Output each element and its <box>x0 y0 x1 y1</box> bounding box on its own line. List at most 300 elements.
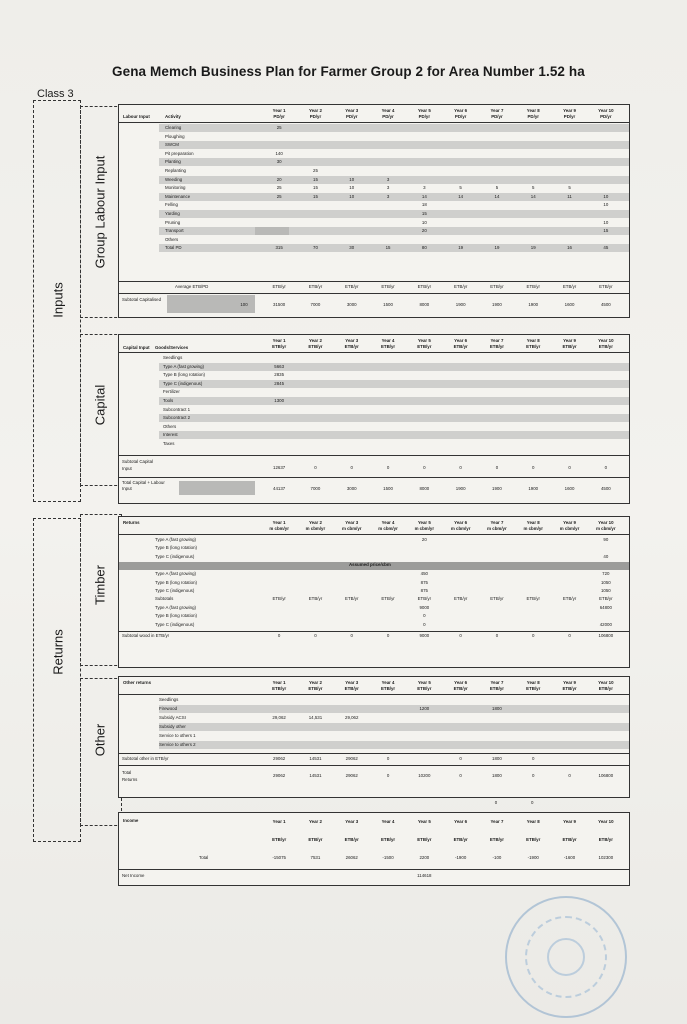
capital-year-6: Year 6 <box>454 338 468 343</box>
income-year: Year 2 <box>308 819 322 824</box>
capital-year-3: Year 3 <box>345 338 359 343</box>
other-row-value: 29,062 <box>345 715 359 720</box>
timber-price-row-label: Type A (fast growing) <box>155 571 196 577</box>
timber-section-label: Timber <box>92 565 108 605</box>
income-unit: ETB/yr <box>417 837 432 842</box>
other-unit-2: ETB/yr <box>308 686 323 691</box>
timber-vol-value: 20 <box>421 537 427 542</box>
labour-row-band <box>159 227 629 235</box>
income-unit: ETB/yr <box>562 837 577 842</box>
income-table <box>118 812 630 886</box>
timber-subtotal-value: 0 <box>459 633 462 638</box>
labour-row-value: 15 <box>421 211 427 216</box>
other-row-value: 1200 <box>419 706 430 711</box>
income-net-label: Net Income <box>122 873 145 878</box>
capital-head-goods: Goods/Services <box>155 345 189 350</box>
other-total-value: 0 <box>386 773 390 778</box>
labour-activity-label: Monitoring <box>165 185 186 191</box>
labour-row-value: 18 <box>421 202 427 208</box>
timber-subtotal-value: 106800 <box>598 633 614 638</box>
timber-vol-value: 40 <box>603 553 609 559</box>
other-unit-7: ETB/yr <box>489 686 505 691</box>
timber-year-9: Year 9 <box>563 520 577 525</box>
income-unit: ETB/yr <box>380 837 396 842</box>
capital-item-label: Subcontract 1 <box>163 406 191 412</box>
income-total-value: 2200 <box>419 855 430 860</box>
timber-etb-unit: ETB/yr <box>453 596 468 602</box>
labour-average-label: Average ETB/PD <box>175 284 209 289</box>
labour-subtotal-value: 1500 <box>383 302 393 307</box>
labour-subtotal-value: 3000 <box>346 302 357 307</box>
other-subtotal-value: 0 <box>532 756 535 761</box>
capital-head-input: Capital Input <box>123 345 150 350</box>
timber-subtotal-value: 0 <box>277 633 281 638</box>
other-item-label: Service to others 1 <box>159 733 196 738</box>
timber-price-row-label: Type C (indigenous) <box>155 588 195 593</box>
capital-item-value: 1300 <box>274 398 285 403</box>
labour-subtotal-value: 1900 <box>492 302 502 307</box>
inputs-section-label: Inputs <box>50 282 66 318</box>
timber-subtotal-value: 0 <box>386 633 390 638</box>
capital-subtotal-value: 0 <box>532 465 535 470</box>
labour-activity-label: Total PD <box>165 245 182 251</box>
other-subtotal-value: 29062 <box>345 756 358 761</box>
other-total-label: Total Returns <box>122 770 138 782</box>
capital-subtotal-value: 0 <box>350 465 353 470</box>
other-total-value: 14531 <box>309 773 322 778</box>
other-row-value: 14,531 <box>308 715 323 720</box>
labour-row-value: 140 <box>275 150 283 156</box>
other-item-label: Subsidy other <box>159 724 186 729</box>
labour-row-band <box>159 158 629 166</box>
capital-total-value: 1500 <box>383 486 393 491</box>
labour-row-value: 15 <box>313 176 318 182</box>
other-item-label: Service to others 2 <box>159 742 196 747</box>
other-year-8: Year 8 <box>526 680 540 685</box>
labour-unit-6: PD/yr <box>454 114 467 119</box>
income-unit: ETB/yr <box>598 837 613 842</box>
labour-unit-5: PD/yr <box>418 114 431 119</box>
timber-subtotal-value: 0 <box>350 633 353 638</box>
other-item-label: Firewood <box>159 706 178 711</box>
other-year-2: Year 2 <box>308 680 322 685</box>
income-year: Year 4 <box>381 819 395 824</box>
other-year-5: Year 5 <box>417 680 431 685</box>
capital-item-label: Others <box>163 423 177 429</box>
labour-row-value: 30 <box>276 159 282 165</box>
income-year: Year 7 <box>490 819 504 824</box>
labour-unit-2: PD/yr <box>309 114 322 119</box>
timber-val-label: Type A (fast growing) <box>155 604 196 610</box>
capital-total-label: Total Capital + Labour Input <box>122 480 165 491</box>
labour-activity-label: Pruning <box>165 219 181 225</box>
other-row-value: 1800 <box>492 706 502 711</box>
income-unit: ETB/yr <box>489 837 505 842</box>
timber-table <box>118 516 630 668</box>
labour-subtotal-value: 1600 <box>564 302 575 307</box>
other-row-value: 29,062 <box>272 715 286 720</box>
timber-etb-unit: ETB/yr <box>417 596 432 602</box>
timber-price-value: 720 <box>602 571 610 577</box>
labour-year-6: Year 6 <box>454 108 468 113</box>
timber-val-value: 9000 <box>419 604 430 610</box>
returns-outline <box>33 518 81 842</box>
capital-subtotal-value: 0 <box>495 465 499 470</box>
labour-row-value: 5 <box>568 185 571 191</box>
labour-row-value: 3 <box>386 176 390 182</box>
labour-etb-unit: ETB/yr <box>453 284 468 289</box>
labour-subtotal-value: 7000 <box>310 302 321 307</box>
income-total-value: -1500 <box>382 855 394 860</box>
timber-price-value: 875 <box>420 579 428 585</box>
capital-row-band <box>159 414 629 422</box>
timber-etb-unit: ETB/yr <box>345 596 359 602</box>
labour-activity-label: Weeding <box>165 176 183 182</box>
other-total-value: 106800 <box>598 773 614 778</box>
timber-year-2: Year 2 <box>308 520 322 525</box>
capital-subtotal-value: 0 <box>459 465 462 470</box>
capital-year-9: Year 9 <box>563 338 577 343</box>
labour-row-value: 10 <box>603 193 609 199</box>
labour-row-value: 3 <box>386 193 390 199</box>
labour-activity-label: Replanting <box>165 168 186 173</box>
labour-row-value: 15 <box>603 228 609 234</box>
other-header-rule <box>119 694 629 695</box>
labour-row-value: 11 <box>567 193 572 199</box>
timber-etb-unit: ETB/yr <box>308 596 323 602</box>
income-year: Year 1 <box>272 819 286 824</box>
timber-price-label: Assumed price/cbm <box>349 562 391 568</box>
labour-activity-label: Others <box>165 236 179 242</box>
labour-row-value: 15 <box>313 185 318 191</box>
labour-activity-label: SWCM <box>165 142 179 148</box>
timber-etb-unit: ETB/yr <box>599 596 613 602</box>
other-year-1: Year 1 <box>272 680 286 685</box>
timber-subtotal-value: 0 <box>495 633 499 638</box>
other-total-rule <box>119 765 629 766</box>
capital-item-value: 2845 <box>274 380 285 386</box>
timber-unit-4: m cbm/yr <box>378 526 398 531</box>
timber-price-value: 450 <box>420 571 428 577</box>
timber-unit-5: m cbm/yr <box>414 526 435 531</box>
other-head: Other returns <box>123 680 152 685</box>
other-unit-8: ETB/yr <box>526 686 541 691</box>
timber-val-label: Type B (long rotation) <box>155 613 197 619</box>
labour-row-value: 20 <box>421 228 427 234</box>
income-head: Income <box>123 818 139 823</box>
income-year: Year 3 <box>345 819 359 824</box>
labour-subtotal-value: 8000 <box>419 302 430 307</box>
timber-subtotal-value: 0 <box>314 633 317 638</box>
labour-etb-unit: ETB/yr <box>490 284 504 289</box>
labour-unit-8: PD/yr <box>527 114 539 119</box>
income-total-value: -100 <box>492 855 502 860</box>
capital-total-value: 1600 <box>564 486 575 491</box>
labour-row-value: 45 <box>603 245 609 251</box>
labour-subtotal-value: 4500 <box>600 302 611 307</box>
timber-head: Returns <box>123 520 140 525</box>
timber-val-value: 42000 <box>599 621 612 627</box>
timber-vol-value: 90 <box>603 537 609 542</box>
other-subtotal-value: 0 <box>386 756 390 761</box>
timber-unit-3: m cbm/yr <box>341 526 362 531</box>
income-year: Year 6 <box>454 819 468 824</box>
capital-subtotal-value: 0 <box>386 465 390 470</box>
other-year-7: Year 7 <box>490 680 504 685</box>
other-year-9: Year 9 <box>563 680 577 685</box>
labour-row-value: 15 <box>385 245 391 251</box>
timber-unit-1: m cbm/yr <box>269 526 289 531</box>
class-label: Class 3 <box>37 88 74 100</box>
timber-year-8: Year 8 <box>526 520 540 525</box>
capital-row-band <box>159 431 629 439</box>
labour-transport-highlight <box>255 227 289 235</box>
timber-unit-6: m cbm/yr <box>450 526 471 531</box>
capital-item-value: 2835 <box>274 372 285 378</box>
labour-subtotal-value: 1900 <box>455 302 466 307</box>
labour-row-value: 25 <box>276 125 282 130</box>
labour-row-value: 25 <box>276 193 282 199</box>
timber-year-5: Year 5 <box>417 520 431 525</box>
timber-etb-unit: ETB/yr <box>562 596 577 602</box>
income-total-value: 7531 <box>310 855 321 860</box>
capital-unit-2: ETB/yr <box>308 344 323 349</box>
labour-row-value: 5 <box>495 185 499 191</box>
other-unit-4: ETB/yr <box>380 686 396 691</box>
labour-activity-label: Clearing <box>165 125 182 130</box>
labour-subtotal-label: Subtotal Capitalised <box>122 297 162 302</box>
labour-year-10: Year 10 <box>598 108 614 113</box>
income-year: Year 9 <box>563 819 577 824</box>
timber-val-label: Type C (indigenous) <box>155 621 195 627</box>
labour-row-value: 14 <box>421 193 427 199</box>
capital-item-label: Type B (long rotation) <box>163 372 205 378</box>
labour-year-9: Year 9 <box>563 108 577 113</box>
other-year-10: Year 10 <box>598 680 614 685</box>
timber-etb-unit: ETB/yr <box>526 596 540 602</box>
capital-item-label: Taxes <box>163 441 175 446</box>
capital-year-7: Year 7 <box>490 338 504 343</box>
timber-year-3: Year 3 <box>345 520 359 525</box>
other-total-value: 1800 <box>492 773 502 778</box>
labour-unit-3: PD/yr <box>346 114 358 119</box>
other-item-label: Seedlings <box>159 697 179 702</box>
other-row-band <box>159 705 629 713</box>
timber-subtotal-value: 9000 <box>419 633 430 638</box>
timber-unit-2: m cbm/yr <box>305 526 326 531</box>
labour-year-5: Year 5 <box>417 108 431 113</box>
capital-year-8: Year 8 <box>526 338 540 343</box>
labour-year-8: Year 8 <box>526 108 540 113</box>
labour-etb-unit: ETB/yr <box>345 284 359 289</box>
other-unit-1: ETB/yr <box>272 686 287 691</box>
labour-unit-1: PD/yr <box>273 114 285 119</box>
labour-year-7: Year 7 <box>490 108 504 113</box>
capital-subtotal-value: 12637 <box>273 465 286 470</box>
labour-activity-label: Maintenance <box>165 193 191 199</box>
labour-activity-label: Felling <box>165 202 178 208</box>
capital-subtotal-label: Subtotal Capital Input <box>122 459 153 471</box>
income-net-value: 114618 <box>417 873 432 878</box>
other-unit-10: ETB/yr <box>598 686 613 691</box>
timber-unit-9: m cbm/yr <box>559 526 580 531</box>
timber-sub-rule <box>119 631 629 632</box>
labour-row-band <box>159 210 629 218</box>
capital-subtotal-value: 0 <box>604 465 608 470</box>
labour-row-value: 19 <box>458 245 464 251</box>
capital-item-label: Tools <box>163 398 174 403</box>
timber-etb-unit: ETB/yr <box>272 596 286 602</box>
labour-year-1: Year 1 <box>272 108 286 113</box>
capital-unit-5: ETB/yr <box>417 344 432 349</box>
labour-row-value: 10 <box>603 219 609 225</box>
capital-year-5: Year 5 <box>417 338 431 343</box>
timber-header-rule <box>119 534 629 535</box>
capital-unit-4: ETB/yr <box>380 344 396 349</box>
other-section-label: Other <box>92 723 108 757</box>
labour-row-band <box>159 141 629 149</box>
labour-unit-9: PD/yr <box>563 114 576 119</box>
income-total-value: 102300 <box>598 855 614 860</box>
capital-item-label: Fertilizer <box>163 389 180 395</box>
labour-activity-label: Ploughing <box>165 133 185 139</box>
other-row-band <box>159 723 629 731</box>
timber-unit-7: m cbm/yr <box>487 526 507 531</box>
timber-year-10: Year 10 <box>598 520 614 525</box>
capital-year-4: Year 4 <box>381 338 395 343</box>
labour-row-band <box>159 124 629 132</box>
timber-etb-unit: ETB/yr <box>490 596 504 602</box>
capital-subtotal-value: 0 <box>314 465 317 470</box>
other-year-4: Year 4 <box>381 680 395 685</box>
other-sub-rule <box>119 753 629 754</box>
timber-year-7: Year 7 <box>490 520 504 525</box>
other-unit-9: ETB/yr <box>562 686 577 691</box>
other-below-value: 0 <box>494 800 498 805</box>
labour-head-input: Labour Input <box>123 114 150 119</box>
labour-total-rule <box>119 281 629 282</box>
income-total-value: -15075 <box>272 855 286 860</box>
labour-row-value: 10 <box>603 202 609 208</box>
timber-vol-label: Type B (long rotation) <box>155 545 197 551</box>
labour-year-3: Year 3 <box>345 108 359 113</box>
timber-price-value: 1050 <box>600 588 611 593</box>
labour-row-value: 25 <box>313 168 318 173</box>
income-total-value: -1900 <box>455 855 467 860</box>
capital-total-value: 1900 <box>528 486 539 491</box>
income-unit: ETB/yr <box>272 837 287 842</box>
other-subtotal-value: 0 <box>459 756 462 761</box>
other-total-value: 29062 <box>273 773 286 778</box>
income-unit: ETB/yr <box>308 837 323 842</box>
other-subtotal-value: 29062 <box>273 756 286 761</box>
timber-etb-unit: ETB/yr <box>381 596 395 602</box>
capital-total-value: 4500 <box>600 486 611 491</box>
capital-unit-8: ETB/yr <box>526 344 541 349</box>
timber-subtotal-value: 0 <box>568 633 571 638</box>
labour-header-rule <box>119 122 629 123</box>
timber-val-value: 0 <box>423 613 426 619</box>
timber-subtotals-label: Subtotals <box>155 596 174 602</box>
timber-year-1: Year 1 <box>272 520 286 525</box>
capital-total-value: 3000 <box>346 486 357 491</box>
labour-subtotal-value: 1900 <box>528 302 539 307</box>
labour-row-value: 19 <box>494 245 500 251</box>
labour-row-value: 5 <box>459 185 462 191</box>
labour-year-2: Year 2 <box>308 108 322 113</box>
other-subtotal-value: 1800 <box>492 756 502 761</box>
labour-row-value: 30 <box>349 245 355 251</box>
income-year: Year 8 <box>526 819 540 824</box>
timber-vol-label: Type A (fast growing) <box>155 537 196 542</box>
labour-etb-unit: ETB/yr <box>562 284 577 289</box>
labour-row-value: 3 <box>423 185 426 191</box>
other-below-value: 0 <box>531 800 534 805</box>
capital-row-band <box>159 397 629 405</box>
labour-etb-unit: ETB/yr <box>599 284 613 289</box>
timber-year-4: Year 4 <box>381 520 395 525</box>
returns-section-label: Returns <box>50 629 66 675</box>
capital-item-label: Type C (indigenous) <box>163 380 203 386</box>
other-year-6: Year 6 <box>454 680 468 685</box>
capital-year-10: Year 10 <box>598 338 614 343</box>
labour-unit-10: PD/yr <box>600 114 612 119</box>
timber-price-value: 875 <box>420 588 428 593</box>
timber-subtotal-value: 0 <box>532 633 535 638</box>
income-total-value: -1600 <box>563 855 576 860</box>
capital-year-1: Year 1 <box>272 338 286 343</box>
labour-etb-unit: ETB/yr <box>381 284 395 289</box>
capital-total-value: 44137 <box>273 486 286 491</box>
income-unit: ETB/yr <box>526 837 541 842</box>
capital-sub-rule <box>119 455 629 456</box>
capital-item-label: Interest <box>163 432 178 438</box>
labour-activity-label: Pit preparation <box>165 150 194 156</box>
other-unit-5: ETB/yr <box>417 686 432 691</box>
other-item-label: Subsidy ACSI <box>159 715 186 720</box>
capital-item-label: Seedlings <box>163 355 183 360</box>
capital-unit-10: ETB/yr <box>598 344 613 349</box>
capital-total-box <box>179 481 255 495</box>
capital-item-label: Subcontract 2 <box>163 415 191 421</box>
other-unit-3: ETB/yr <box>344 686 359 691</box>
labour-etb-unit: ETB/yr <box>526 284 540 289</box>
labour-row-value: 10 <box>349 176 355 182</box>
other-total-value: 10200 <box>418 773 431 778</box>
capital-unit-3: ETB/yr <box>344 344 359 349</box>
labour-activity-label: Transport <box>165 228 184 234</box>
labour-row-value: 14 <box>530 193 536 199</box>
labour-sub-rule <box>119 293 629 294</box>
income-total-value: 26062 <box>345 855 358 860</box>
labour-row-value: 5 <box>532 185 535 191</box>
capital-table <box>118 334 630 504</box>
labour-row-value: 315 <box>275 245 283 251</box>
labour-row-value: 25 <box>276 185 282 191</box>
capital-subtotal-value: 0 <box>568 465 571 470</box>
official-stamp <box>505 896 627 1018</box>
labour-etb-unit: ETB/yr <box>308 284 323 289</box>
other-total-value: 0 <box>459 773 462 778</box>
capital-unit-7: ETB/yr <box>489 344 505 349</box>
timber-val-value: 64800 <box>599 604 612 610</box>
income-year: Year 5 <box>417 819 431 824</box>
income-unit: ETB/yr <box>344 837 359 842</box>
other-total-value: 0 <box>568 773 571 778</box>
capital-total-rule <box>119 477 629 478</box>
capital-unit-1: ETB/yr <box>272 344 287 349</box>
capital-item-label: Type A (fast growing) <box>163 363 204 369</box>
